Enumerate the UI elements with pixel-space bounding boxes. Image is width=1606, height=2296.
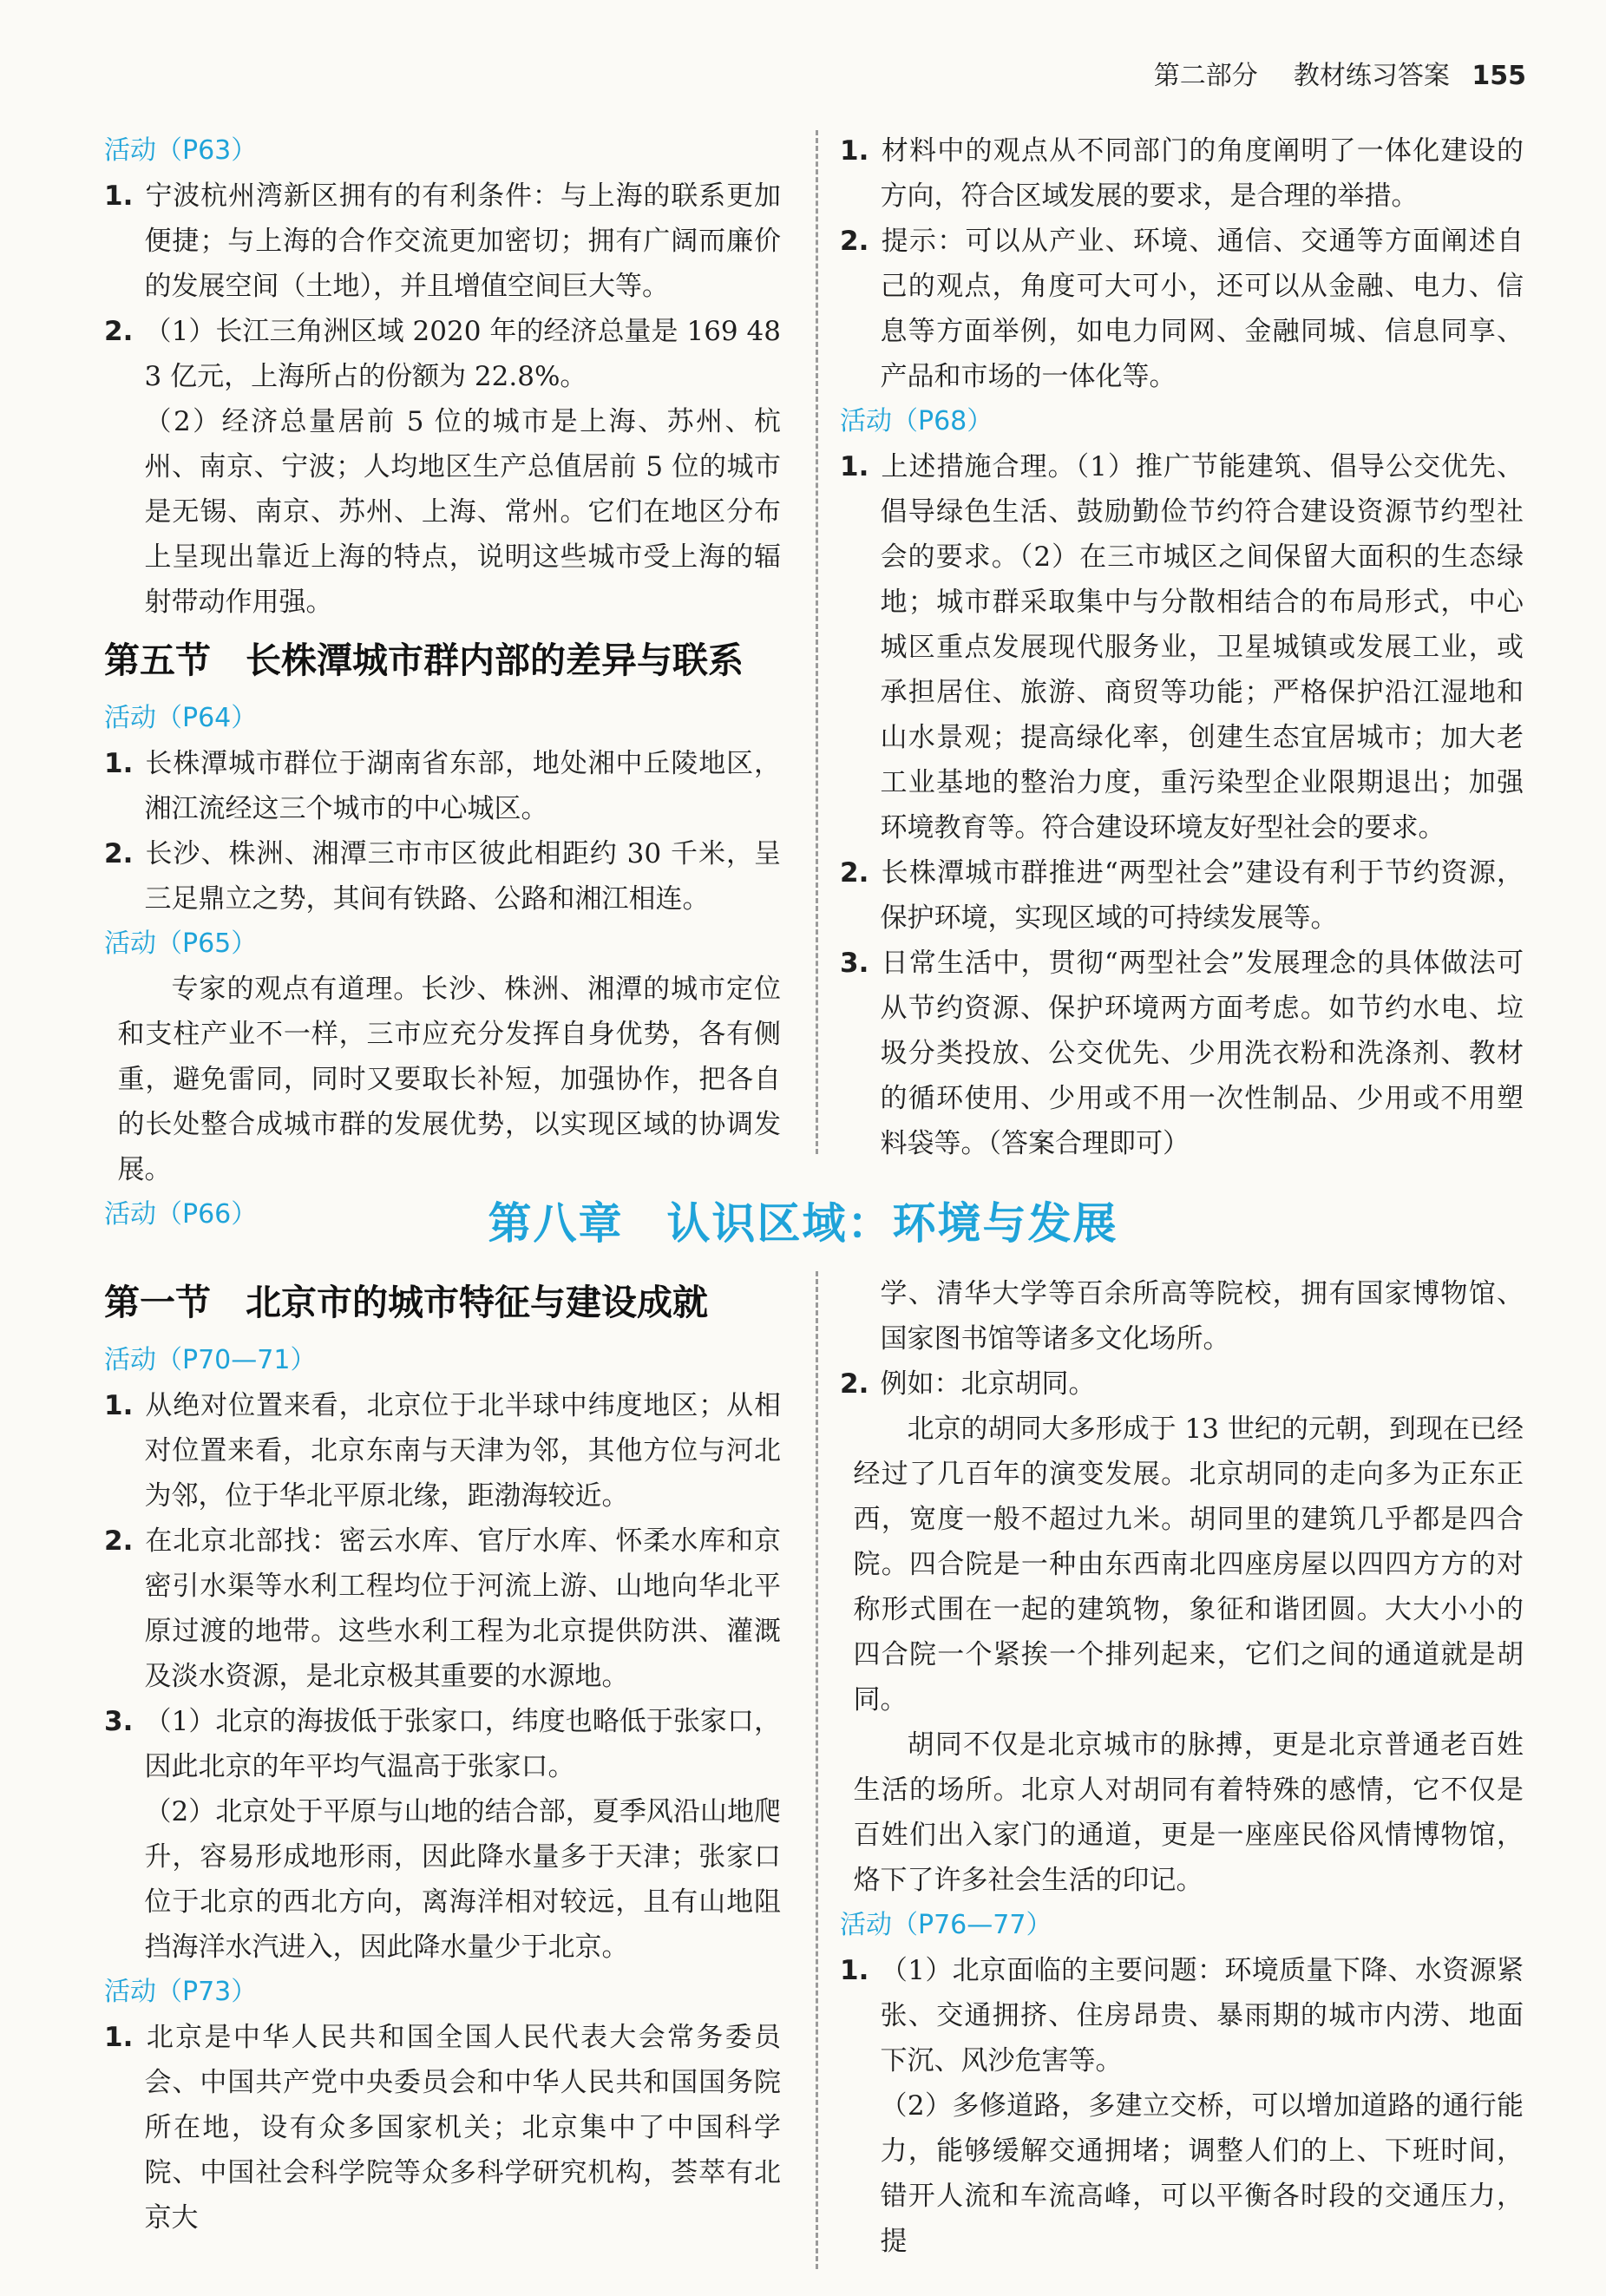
answer-item [104, 309, 781, 399]
item-number: 1. [104, 748, 134, 779]
continued-text: 学、清华大学等百余所高等院校，拥有国家博物馆、国家图书馆等诸多文化场所。 [880, 1278, 1524, 1355]
answer-item [104, 741, 781, 831]
item-number: 1. [104, 180, 134, 212]
header-part: 第二部分 [1153, 61, 1258, 91]
item-number: 1. [840, 451, 869, 482]
activity-label: 活动（P73） [104, 1977, 258, 2007]
section-name: 北京市的城市特征与建设成就 [246, 1282, 708, 1323]
answer-item [840, 850, 1524, 941]
activity-label: 活动（P76—77） [840, 1910, 1052, 1940]
item-text: 日常生活中，贯彻“两型社会”发展理念的具体做法可从节约资源、保护环境两方面考虑。如节约水电、垃圾分类投放、公交优先、少用洗衣粉和洗涤剂、教材的循环使用、少用或不用一次性制品、少用或不用塑料袋等。（答案合理即可） [880, 948, 1524, 1159]
item-number: 2. [104, 838, 134, 869]
activity-label: 活动（P64） [104, 703, 258, 733]
answer-item [104, 1519, 781, 1699]
item-text: 在北京北部找：密云水库、官厅水库、怀柔水库和京密引水渠等水利工程均位于河流上游、山地向华北平原过渡的地带。这些水利工程为北京提供防洪、灌溉及淡水资源，是北京极其重要的水源地。 [144, 1525, 781, 1692]
item-number: 2. [840, 1368, 869, 1400]
item-text: （1）北京面临的主要问题：环境质量下降、水资源紧张、交通拥挤、住房昂贵、暴雨期的城市内涝、地面下沉、风沙危害等。 [880, 1955, 1524, 2076]
section-number: 第五节 [104, 640, 211, 681]
item-number: 2. [840, 226, 869, 257]
item-number: 3. [104, 1706, 134, 1737]
header-title: 教材练习答案 [1293, 61, 1450, 91]
answer-item [840, 444, 1524, 850]
item-text: 北京是中华人民共和国全国人民代表大会常务委员会、中国共产党中央委员会和中华人民共和国国务院所在地，设有众多国家机关；北京集中了中国科学院、中国社会科学院等众多科学研究机构，荟萃有北京大 [144, 2022, 781, 2234]
sub-answer: （2）经济总量居前 5 位的城市是上海、苏州、杭州、南京、宁波；人均地区生产总值居前 5 位的城市是无锡、南京、苏州、上海、常州。它们在地区分布上呈现出靠近上海的特点，说明这些城市受上海的辐射带动作用强。 [144, 406, 781, 618]
chapter-title [0, 1189, 1606, 1251]
item-text: 宁波杭州湾新区拥有的有利条件：与上海的联系更加便捷；与上海的合作交流更加密切；拥有广阔而廉价的发展空间（土地），并且增值空间巨大等。 [144, 180, 781, 302]
column-divider-bottom [816, 1271, 818, 2269]
activity-label: 活动（P68） [840, 406, 993, 436]
chapter-name: 认识区域：环境与发展 [666, 1198, 1118, 1249]
item-text: 上述措施合理。（1）推广节能建筑、倡导公交优先、倡导绿色生活、鼓励勤俭节约符合建设资源节约型社会的要求。（2）在三市城区之间保留大面积的生态绿地；城市群采取集中与分散相结合的布局形式，中心城区重点发展现代服务业，卫星城镇或发展工业，或承担居住、旅游、商贸等功能；严格保护沿江湿地和山水景观；提高绿化率，创建生态宜居城市；加大老工业基地的整治力度，重污染型企业限期退出；加强环境教育等。符合建设环境友好型社会的要求。 [880, 451, 1524, 843]
item-text: （1）长江三角洲区域 2020 年的经济总量是 169 483 亿元，上海所占的份额为 22.8%。 [144, 316, 781, 392]
answer-item [840, 1361, 1524, 1407]
section-title [104, 630, 781, 691]
item-number: 1. [840, 1955, 869, 1986]
activity-label: 活动（P70—71） [104, 1345, 317, 1375]
item-number: 2. [104, 316, 134, 347]
paragraph: 北京的胡同大多形成于 13 世纪的元朝，到现在已经经过了几百年的演变发展。北京胡同的走向多为正东正西，宽度一般不超过九米。胡同里的建筑几乎都是四合院。四合院是一种由东西南北四座房屋以四四方方的对称形式围在一起的建筑物，象征和谐团圆。大大小小的四合院一个紧挨一个排列起来，它们之间的通道就是胡同。 [853, 1414, 1524, 1715]
answer-item [104, 831, 781, 922]
item-number: 2. [104, 1525, 134, 1557]
answer-item [104, 2015, 781, 2240]
answer-item [840, 1948, 1524, 2083]
item-number: 1. [104, 2022, 134, 2053]
right-column-bottom [840, 1271, 1524, 2264]
paragraph: 专家的观点有道理。长沙、株洲、湘潭的城市定位和支柱产业不一样，三市应充分发挥自身优势，各有侧重，避免雷同，同时又要取长补短，加强协作，把各自的长处整合成城市群的发展优势，以实现区域的协调发展。 [117, 974, 781, 1185]
left-column-top [104, 128, 781, 1237]
section-title [104, 1272, 781, 1333]
page-header [1154, 54, 1526, 92]
item-text: 长株潭城市群推进“两型社会”建设有利于节约资源，保护环境，实现区域的可持续发展等。 [880, 857, 1524, 934]
answer-item [104, 1699, 781, 1789]
answer-item [840, 941, 1524, 1166]
item-number: 3. [840, 948, 869, 979]
item-text: 例如：北京胡同。 [880, 1368, 1096, 1400]
item-number: 1. [104, 1390, 134, 1421]
activity-label: 活动（P66） [104, 1199, 258, 1230]
answer-item [104, 174, 781, 309]
item-text: 材料中的观点从不同部门的角度阐明了一体化建设的方向，符合区域发展的要求，是合理的举措。 [880, 135, 1524, 212]
sub-answer: （2）多修道路，多建立交桥，可以增加道路的通行能力，能够缓解交通拥堵；调整人们的上、下班时间，错开人流和车流高峰，可以平衡各时段的交通压力，提 [880, 2090, 1524, 2257]
section-number: 第一节 [104, 1282, 211, 1323]
item-text: （1）北京的海拔低于张家口，纬度也略低于张家口，因此北京的年平均气温高于张家口。 [144, 1706, 781, 1782]
paragraph: 胡同不仅是北京城市的脉搏，更是北京普通老百姓生活的场所。北京人对胡同有着特殊的感情，它不仅是百姓们出入家门的通道，更是一座座民俗风情博物馆，烙下了许多社会生活的印记。 [853, 1729, 1524, 1896]
page-number: 155 [1472, 61, 1526, 91]
section-name: 长株潭城市群内部的差异与联系 [246, 640, 744, 681]
item-text: 长沙、株洲、湘潭三市市区彼此相距约 30 千米，呈三足鼎立之势，其间有铁路、公路和湘江相连。 [144, 838, 781, 915]
answer-item [104, 1383, 781, 1519]
sub-answer: （2）北京处于平原与山地的结合部，夏季风沿山地爬升，容易形成地形雨，因此降水量多于天津；张家口位于北京的西北方向，离海洋相对较远，且有山地阻挡海洋水汽进入，因此降水量少于北京。 [144, 1796, 781, 1963]
answer-item [840, 219, 1524, 399]
item-number: 2. [840, 857, 869, 889]
column-divider [816, 130, 818, 1154]
item-text: 从绝对位置来看，北京位于北半球中纬度地区；从相对位置来看，北京东南与天津为邻，其他方位与河北为邻，位于华北平原北缘，距渤海较近。 [144, 1390, 781, 1512]
chapter-number: 第八章 [488, 1198, 624, 1249]
activity-label: 活动（P63） [104, 135, 258, 166]
activity-label: 活动（P65） [104, 928, 258, 959]
item-number: 1. [840, 135, 869, 167]
answer-item [840, 128, 1524, 219]
right-column-top [840, 128, 1524, 1166]
item-text: 长株潭城市群位于湖南省东部，地处湘中丘陵地区，湘江流经这三个城市的中心城区。 [144, 748, 781, 824]
item-text: 提示：可以从产业、环境、通信、交通等方面阐述自己的观点，角度可大可小，还可以从金融、电力、信息等方面举例，如电力同网、金融同城、信息同享、产品和市场的一体化等。 [880, 226, 1524, 392]
left-column-bottom [104, 1267, 781, 2240]
